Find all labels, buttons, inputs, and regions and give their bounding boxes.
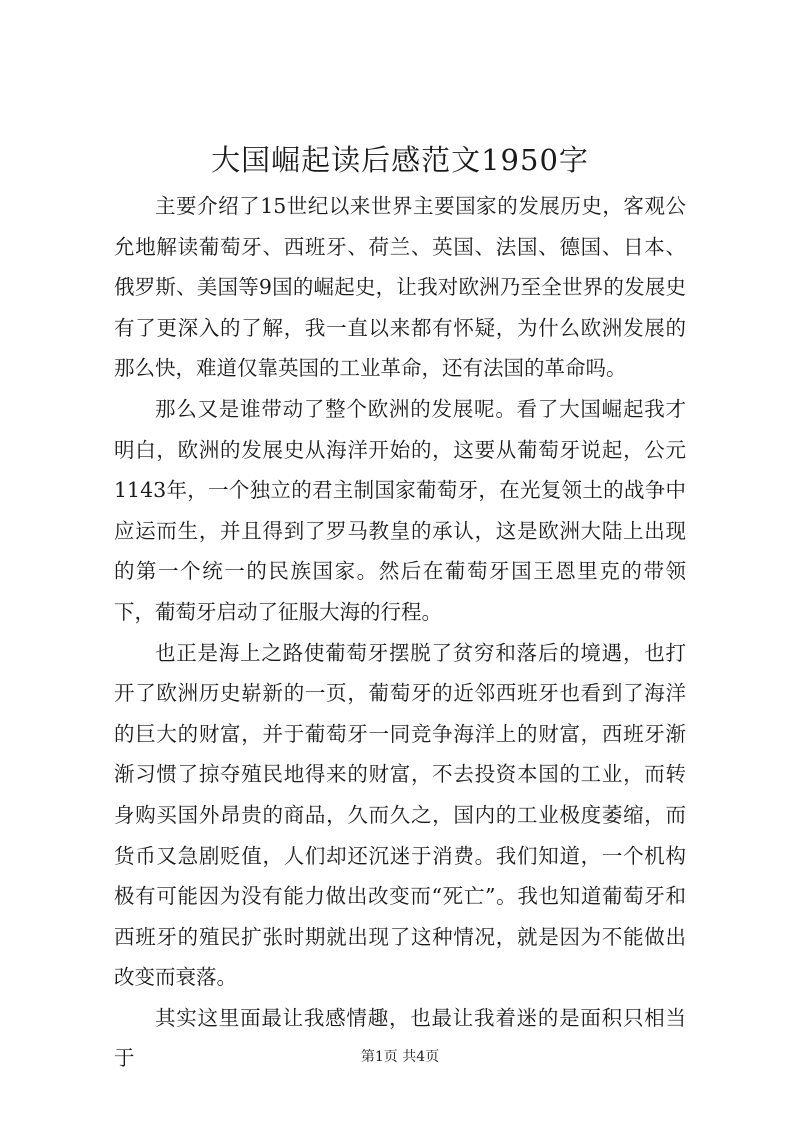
document-title: 大国崛起读后感范文1950字 xyxy=(211,143,589,177)
page-footer xyxy=(0,1047,800,1067)
document-body xyxy=(114,186,686,1079)
page-number: 第1页 共4页 xyxy=(360,1049,440,1065)
paragraph-3: 也正是海上之路使葡萄牙摆脱了贫穷和落后的境遇，也打开了欧洲历史崭新的一页，葡萄牙的近邻西班牙也看到了海洋的巨大的财富，并于葡萄牙一同竞争海洋上的财富，西班牙渐渐习惯了掠夺殖民地得来的财富，不去投资本国的工业，而转身购买国外昂贵的商品，久而久之，国内的工业极度萎缩，而货币又急剧贬值，人们却还沉迷于消费。我们知道，一个机构极有可能因为没有能力做出改变而“死亡”。我也知道葡萄牙和西班牙的殖民扩张时期就出现了这种情况，就是因为不能做出改变而衰落。 xyxy=(114,640,686,990)
paragraph-4: 其实这里面最让我感情趣，也最让我着迷的是面积只相当于 xyxy=(114,1005,686,1071)
paragraph-1: 主要介绍了15世纪以来世界主要国家的发展历史，客观公允地解读葡萄牙、西班牙、荷兰、英国、法国、德国、日本、俄罗斯、美国等9国的崛起史，让我对欧洲乃至全世界的发展史有了更深入的了解，我一直以来都有怀疑，为什么欧洲发展的那么快，难道仅靠英国的工业革命，还有法国的革命吗。 xyxy=(114,194,686,381)
paragraph-2: 那么又是谁带动了整个欧洲的发展呢。看了大国崛起我才明白，欧洲的发展史从海洋开始的，这要从葡萄牙说起，公元1143年，一个独立的君主制国家葡萄牙，在光复领土的战争中应运而生，并且得到了罗马教皇的承认，这是欧洲大陆上出现的第一个统一的民族国家。然后在葡萄牙国王恩里克的带领下，葡萄牙启动了征服大海的行程。 xyxy=(114,396,686,624)
